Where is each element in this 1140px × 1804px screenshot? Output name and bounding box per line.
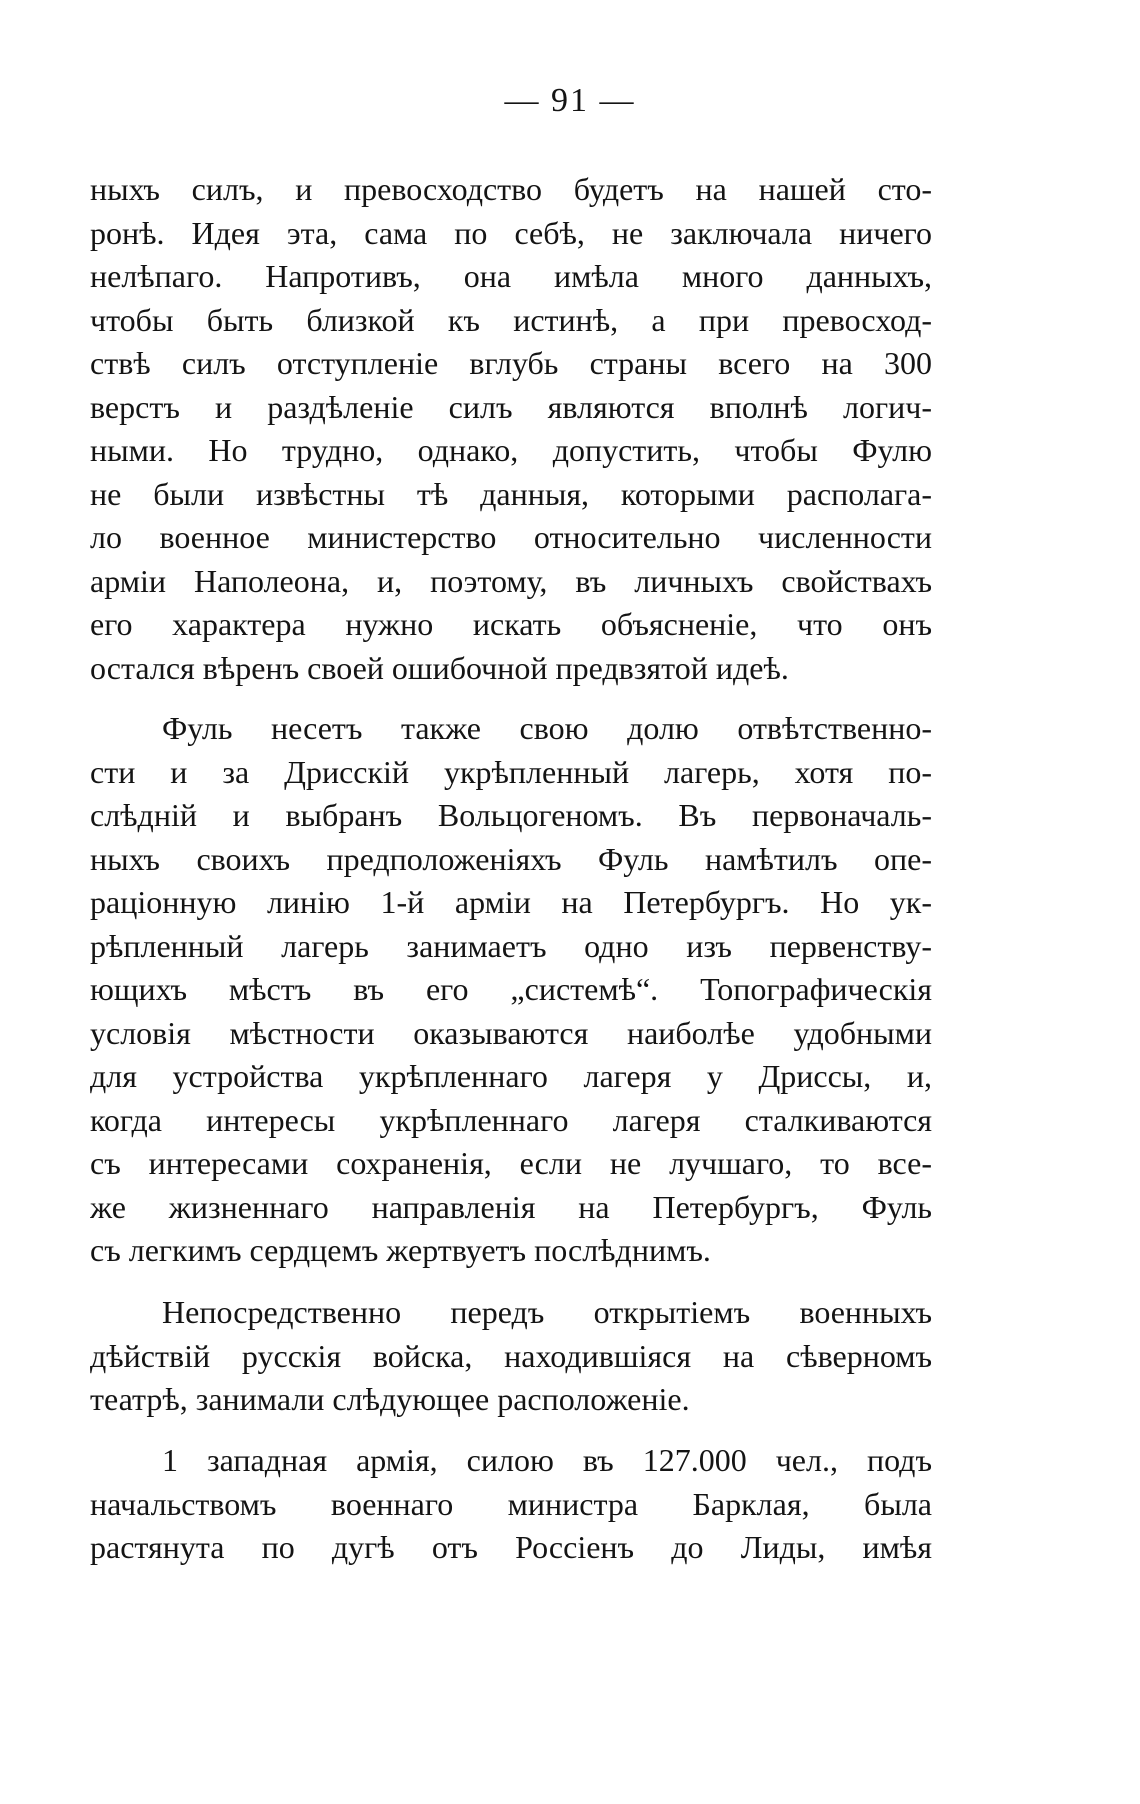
paragraph-1 [90, 168, 932, 690]
text-line: ющихъ мѣстъ въ его „системѣ“. Топографическія [90, 971, 932, 1007]
text-line: ронѣ. Идея эта, сама по себѣ, не заключала ничего [90, 214, 932, 251]
paragraph-2 [90, 707, 932, 1273]
text-line: для устройства укрѣпленнаго лагеря у Дриссы, и, [90, 1058, 932, 1094]
text-line: не были извѣстны тѣ данныя, которыми располага- [90, 475, 932, 512]
text-line: ло военное министерство относительно численности [90, 519, 932, 555]
text-line: съ легкимъ сердцемъ жертвуетъ послѣднимъ. [90, 1232, 711, 1268]
text-line: ными. Но трудно, однако, допустить, чтобы Фулю [90, 432, 932, 468]
text-line: ныхъ своихъ предположеніяхъ Фуль намѣтилъ опе- [90, 840, 932, 877]
text-line: начальствомъ военнаго министра Барклая, была [90, 1485, 932, 1522]
text-line: раціонную линію 1-й арміи на Петербургъ. Но ук- [90, 884, 932, 920]
text-line: сти и за Дрисскій укрѣпленный лагерь, хотя по- [90, 753, 932, 790]
text-line: слѣдній и выбранъ Вольцогеномъ. Въ первоначаль- [90, 797, 932, 833]
page-number: — 91 — [504, 82, 636, 119]
text-line: рѣпленный лагерь занимаетъ одно изъ первенству- [90, 927, 932, 964]
text-line: когда интересы укрѣпленнаго лагеря сталкиваются [90, 1101, 932, 1138]
text-line: чтобы быть близкой къ истинѣ, а при превосход- [90, 301, 932, 338]
text-line: остался вѣренъ своей ошибочной предвзятой идеѣ. [90, 649, 789, 686]
text-line: условія мѣстности оказываются наиболѣе удобными [90, 1014, 932, 1051]
text-line: нелѣпаго. Напротивъ, она имѣла много данныхъ, [90, 258, 932, 294]
text-line: арміи Наполеона, и, поэтому, въ личныхъ свойствахъ [90, 562, 932, 599]
text-line: ныхъ силъ, и превосходство будетъ на нашей сто- [90, 171, 932, 207]
text-line: ствѣ силъ отступленіе вглубь страны всего на 300 [90, 345, 932, 381]
text-line: театрѣ, занимали слѣдующее расположеніе. [90, 1381, 690, 1417]
text-line: Непосредственно передъ открытіемъ военныхъ [162, 1294, 932, 1330]
paragraph-4 [90, 1439, 932, 1570]
text-line: дѣйствій русскія войска, находившіяся на сѣверномъ [90, 1337, 932, 1374]
paragraph-3 [90, 1291, 932, 1422]
text-line: Фуль несетъ также свою долю отвѣтственно- [162, 710, 932, 746]
text-line: съ интересами сохраненія, если не лучшаго, то все- [90, 1145, 932, 1181]
text-line: растянута по дугѣ отъ Россіенъ до Лиды, имѣя [90, 1529, 932, 1565]
text-line: его характера нужно искать объясненіе, что онъ [90, 606, 932, 642]
text-line: же жизненнаго направленія на Петербургъ, Фуль [90, 1188, 932, 1225]
text-line: верстъ и раздѣленіе силъ являются вполнѣ логич- [90, 388, 932, 425]
text-line: 1 западная армія, силою въ 127.000 чел., подъ [162, 1442, 932, 1478]
